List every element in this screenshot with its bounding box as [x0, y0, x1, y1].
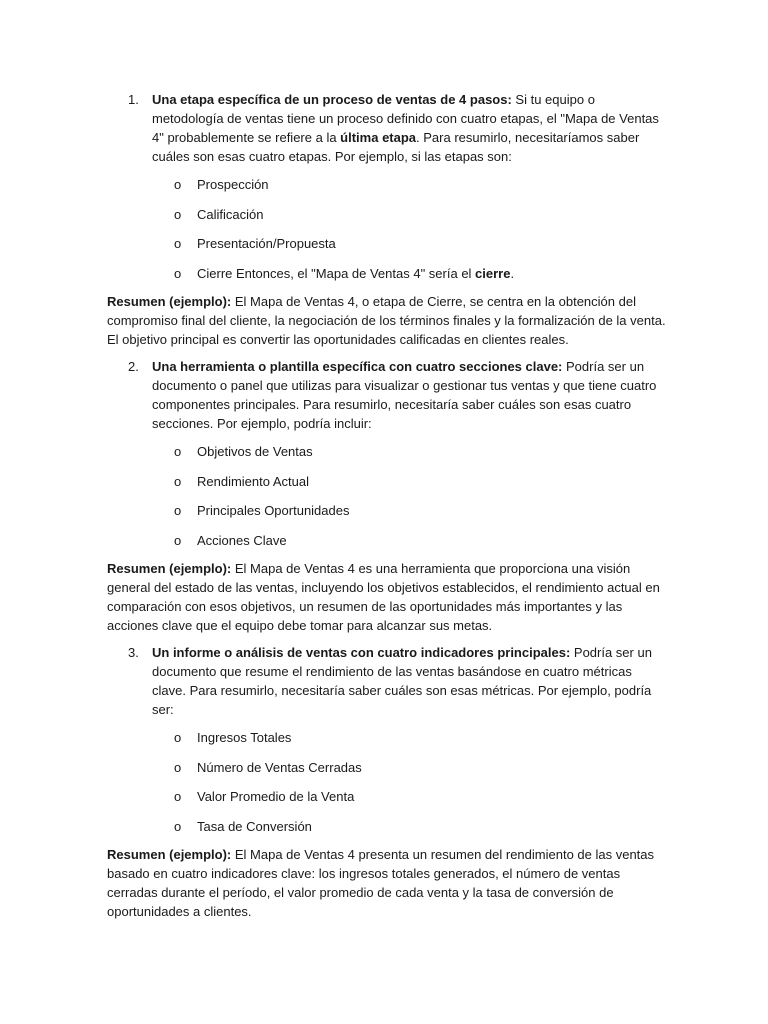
bullet-marker: o [174, 473, 182, 489]
item-title: Un informe o análisis de ventas con cuatro indicadores principales: [152, 645, 571, 660]
bullet-marker: o [174, 532, 182, 548]
item-title: Una herramienta o plantilla específica con cuatro secciones clave: [152, 359, 563, 374]
list-item: o Cierre Entonces, el "Mapa de Ventas 4" sería el cierre. [174, 265, 515, 281]
summary-label: Resumen (ejemplo): [107, 847, 232, 862]
bullet-marker: o [174, 789, 182, 804]
list-item: o Presentación/Propuesta [174, 236, 336, 251]
bullet-list-2 [107, 442, 667, 560]
list-item: o Objetivos de Ventas [174, 444, 313, 459]
summary-paragraph-2 [107, 559, 667, 635]
list-item: o Acciones Clave [174, 532, 287, 548]
list-item: o Número de Ventas Cerradas [174, 759, 362, 775]
bullet-marker: o [174, 730, 182, 745]
numbered-item-1 [107, 90, 667, 166]
summary-text: El Mapa de Ventas 4, o etapa de Cierre, se centra en la obtención del compromiso final del cliente, la negociación de los términos finales y la formalización de la venta. El objetivo principal es convertir las oportunidades calificadas en clientes reales. [107, 294, 666, 347]
item-number: 2. [128, 359, 139, 374]
list-item: o Tasa de Conversión [174, 818, 312, 834]
item-number: 1. [128, 92, 139, 107]
item-bold-text: última etapa [340, 130, 417, 145]
summary-label: Resumen (ejemplo): [107, 561, 232, 576]
list-item: o Rendimiento Actual [174, 473, 310, 489]
item-number: 3. [128, 645, 139, 660]
summary-text: El Mapa de Ventas 4 presenta un resumen del rendimiento de las ventas basado en cuatro indicadores clave: los ingresos totales generados, el número de ventas cerradas durante el período, el valor promedio de cada venta y la tasa de conversión de oportunidades a clientes. [107, 847, 655, 919]
list-item: o Principales Oportunidades [174, 503, 350, 518]
item-text: Podría ser un documento que resume el rendimiento de las ventas basándose en cuatro métricas clave. Para resumirlo, necesitaría saber cuáles son esas métricas. Por ejemplo, podría ser: [152, 645, 652, 717]
bullet-list-1 [107, 175, 667, 293]
list-item: o Valor Promedio de la Venta [174, 789, 355, 804]
numbered-item-2 [107, 357, 667, 433]
numbered-item-3 [107, 643, 667, 719]
document-body [107, 90, 667, 929]
summary-label: Resumen (ejemplo): [107, 294, 232, 309]
item-text: Podría ser un documento o panel que utilizas para visualizar o gestionar tus ventas y que tiene cuatro componentes principales. Para resumirlo, necesitaría saber cuáles son esas cuatro secciones. Por ejemplo, podría incluir: [152, 359, 657, 431]
bullet-marker: o [174, 177, 182, 192]
bullet-marker: o [174, 818, 182, 834]
list-item: o Ingresos Totales [174, 730, 292, 745]
bullet-marker: o [174, 759, 182, 775]
list-item: o Prospección [174, 177, 269, 192]
item-text: . Para resumirlo, necesitaríamos saber cuáles son esas cuatro etapas. Por ejemplo, si las etapas son: [152, 130, 640, 164]
summary-paragraph-3 [107, 845, 667, 921]
bullet-marker: o [174, 265, 182, 281]
summary-paragraph-1 [107, 292, 667, 349]
bullet-list-3 [107, 728, 667, 846]
summary-text: El Mapa de Ventas 4 es una herramienta que proporciona una visión general del estado de las ventas, incluyendo los objetivos establecidos, el rendimiento actual en comparación con esos objetivos, un resumen de las oportunidades más importantes y las acciones clave que el equipo debe tomar para alcanzar sus metas. [107, 561, 660, 633]
bullet-marker: o [174, 444, 182, 459]
list-item: o Calificación [174, 206, 264, 222]
bullet-marker: o [174, 206, 182, 222]
bullet-marker: o [174, 503, 182, 518]
item-title: Una etapa específica de un proceso de ventas de 4 pasos: [152, 92, 512, 107]
item-text: Si tu equipo o metodología de ventas tiene un proceso definido con cuatro etapas, el "Mapa de Ventas 4" probablemente se refiere a la [152, 92, 659, 145]
bullet-marker: o [174, 236, 182, 251]
